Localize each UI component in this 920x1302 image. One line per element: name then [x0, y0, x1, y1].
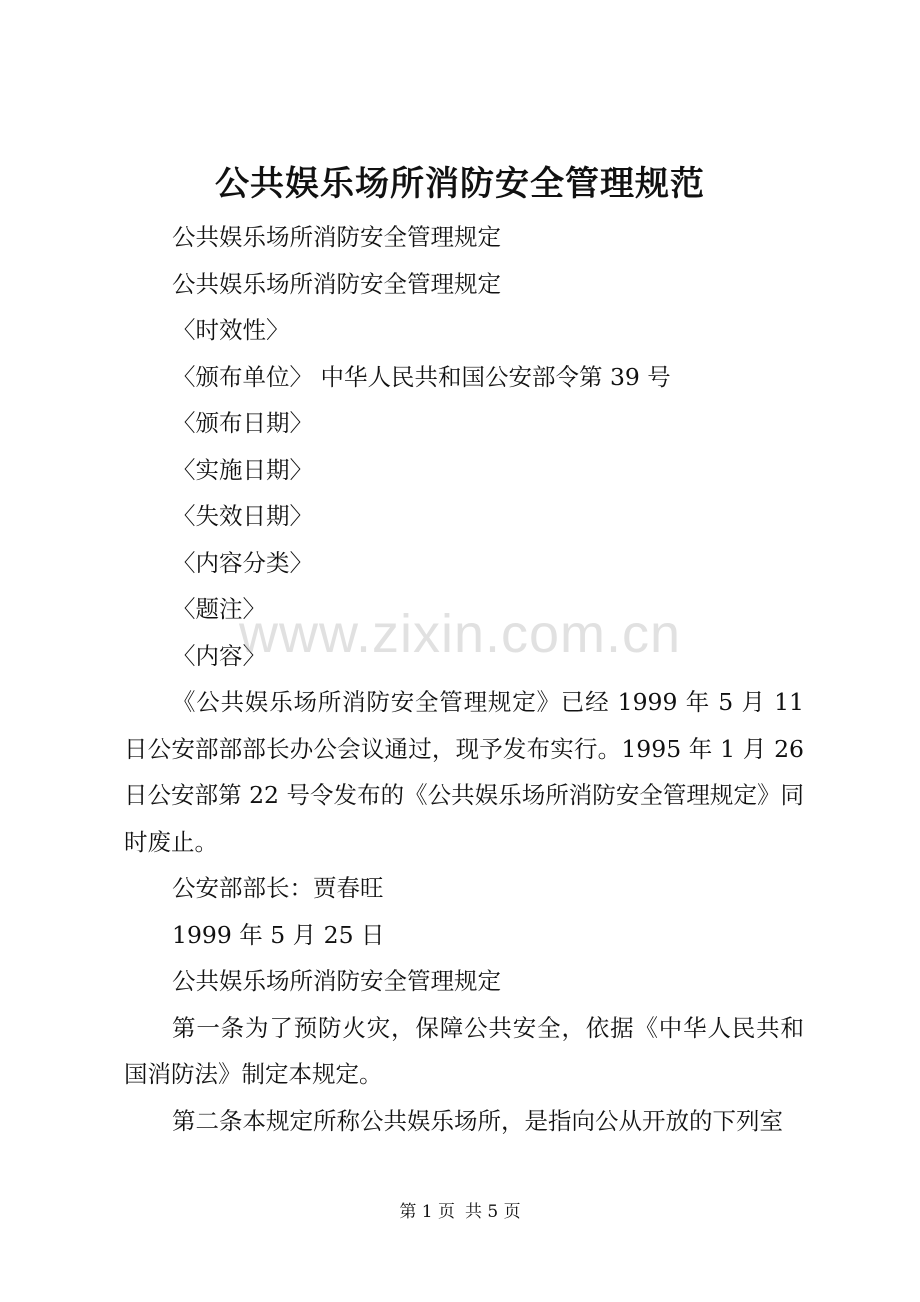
- text-line: 〈题注〉: [172, 595, 266, 623]
- document-body: [124, 214, 804, 1144]
- text-line: 公共娱乐场所消防安全管理规定: [172, 269, 501, 298]
- text-line: 公共娱乐场所消防安全管理规定: [172, 223, 501, 251]
- text-line: 〈颁布单位〉 中华人民共和国公安部令第 39 号: [172, 362, 671, 391]
- article-1: 第一条为了预防火灾，保障公共安全，依据《中华人民共和国消防法》制定本规定。: [124, 1013, 804, 1088]
- page-total: 共 5 页: [465, 1202, 521, 1222]
- text-line: 〈实施日期〉: [172, 455, 313, 484]
- document-title: 公共娱乐场所消防安全管理规范: [215, 164, 705, 204]
- text-line: 〈内容分类〉: [172, 548, 313, 577]
- text-line: 〈失效日期〉: [172, 502, 313, 530]
- watermark: www.zixin.com.cn: [238, 604, 682, 664]
- text-line: 〈颁布日期〉: [172, 409, 313, 437]
- text-line: 〈内容〉: [172, 641, 266, 670]
- date-line: 1999 年 5 月 25 日: [172, 920, 385, 949]
- page-number: 第 1 页: [399, 1202, 455, 1222]
- page-footer: [0, 1200, 920, 1224]
- text-line: 〈时效性〉: [172, 316, 290, 344]
- signature-line: 公安部部长：贾春旺: [172, 874, 384, 902]
- article-2: 第二条本规定所称公共娱乐场所，是指向公从开放的下列室: [172, 1106, 783, 1135]
- subtitle-line: 公共娱乐场所消防安全管理规定: [172, 967, 501, 995]
- paragraph-decree: 《公共娱乐场所消防安全管理规定》已经 1999 年 5 月 11 日公安部部部长办公会议通过，现予发布实行。1995 年 1 月 26 日公安部第 22 号令发布的《公共娱乐场所消防安全管理规定》同时废止。: [124, 688, 804, 856]
